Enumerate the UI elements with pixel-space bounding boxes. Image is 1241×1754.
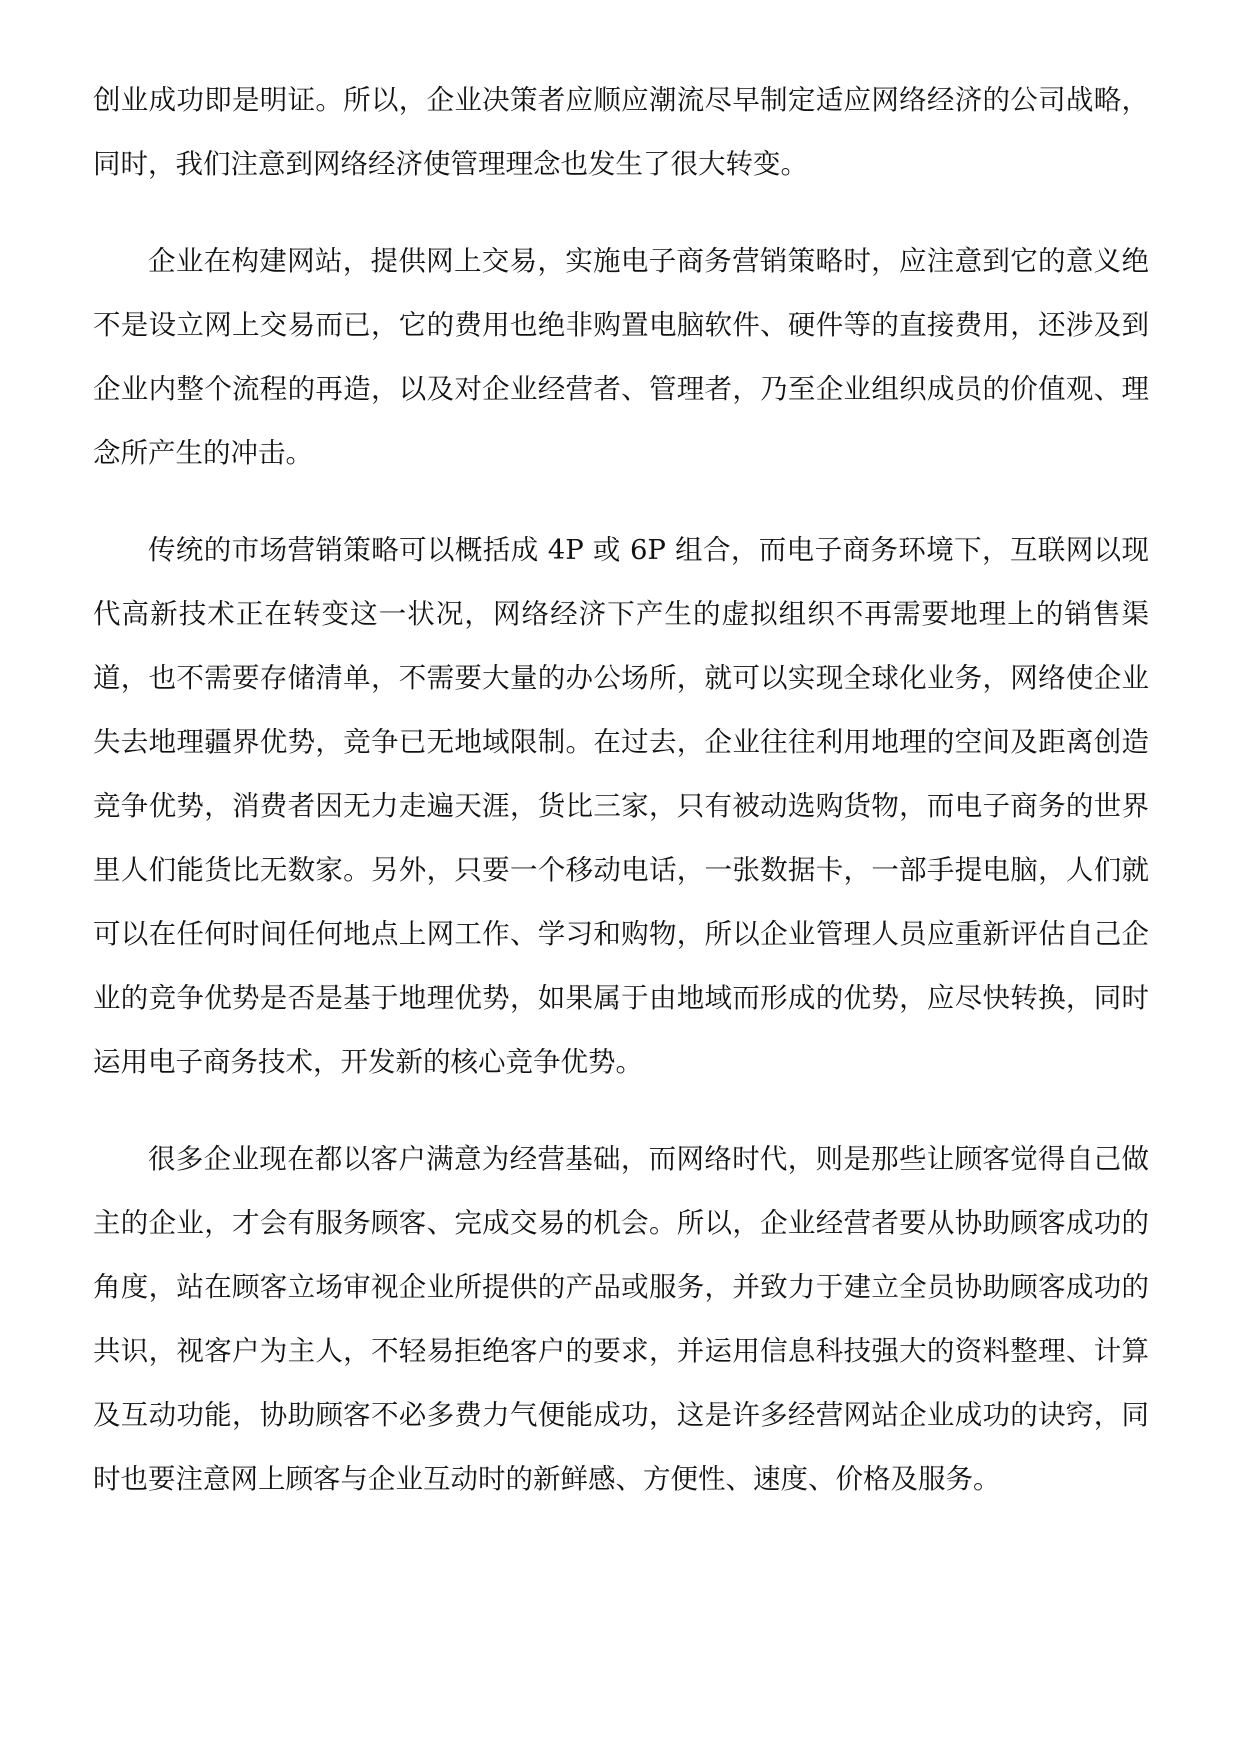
paragraph-2: 企业在构建网站，提供网上交易，实施电子商务营销策略时，应注意到它的意义绝不是设立网上交易而已，它的费用也绝非购置电脑软件、硬件等的直接费用，还涉及到企业内整个流程的再造，以及对企业经营者、管理者，乃至企业组织成员的价值观、理念所产生的冲击。 — [93, 245, 1149, 469]
paragraph-3: 传统的市场营销策略可以概括成 4P 或 6P 组合，而电子商务环境下，互联网以现代高新技术正在转变这一状况，网络经济下产生的虚拟组织不再需要地理上的销售渠道，也不需要存储清单，不需要大量的办公场所，就可以实现全球化业务，网络使企业失去地理疆界优势，竞争已无地域限制。在过去，企业往往利用地理的空间及距离创造竞争优势，消费者因无力走遍天涯，货比三家，只有被动选购货物，而电子商务的世界里人们能货比无数家。另外，只要一个移动电话，一张数据卡，一部手提电脑，人们就可以在任何时间任何地点上网工作、学习和购物，所以企业管理人员应重新评估自己企业的竞争优势是否是基于地理优势，如果属于由地域而形成的优势，应尽快转换，同时运用电子商务技术，开发新的核心竞争优势。 — [93, 534, 1149, 1078]
paragraph-1: 创业成功即是明证。所以，企业决策者应顺应潮流尽早制定适应网络经济的公司战略，同时，我们注意到网络经济使管理理念也发生了很大转变。 — [93, 84, 1149, 180]
document-page — [93, 68, 1149, 1511]
paragraph-4: 很多企业现在都以客户满意为经营基础，而网络时代，则是那些让顾客觉得自己做主的企业，才会有服务顾客、完成交易的机会。所以，企业经营者要从协助顾客成功的角度，站在顾客立场审视企业所提供的产品或服务，并致力于建立全员协助顾客成功的共识，视客户为主人，不轻易拒绝客户的要求，并运用信息科技强大的资料整理、计算及互动功能，协助顾客不必多费力气便能成功，这是许多经营网站企业成功的诀窍，同时也要注意网上顾客与企业互动时的新鲜感、方便性、速度、价格及服务。 — [93, 1143, 1149, 1495]
